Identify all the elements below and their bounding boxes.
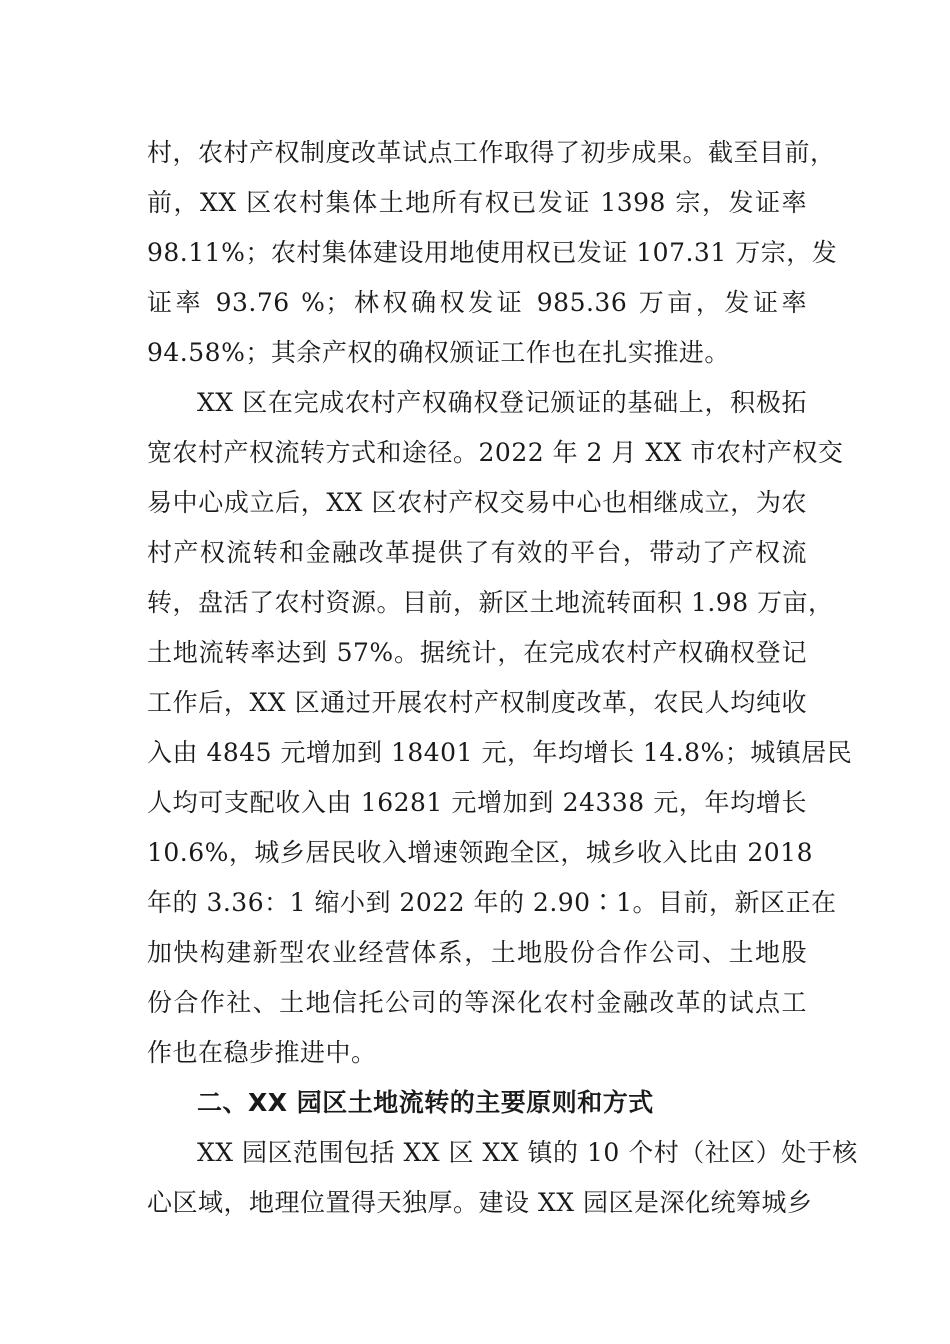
text-line: 加快构建新型农业经营体系，土地股份合作公司、土地股 <box>147 938 807 967</box>
text-line: 证率 93.76 %；林权确权发证 985.36 万亩，发证率 <box>147 288 807 317</box>
text-line: 心区域，地理位置得天独厚。建设 XX 园区是深化统筹城乡 <box>147 1188 813 1217</box>
text-line: 宽农村产权流转方式和途径。2022 年 2 月 XX 市农村产权交 <box>147 438 844 467</box>
text-line: 作也在稳步推进中。 <box>147 1038 377 1067</box>
text-line: 年的 3.36：1 缩小到 2022 年的 2.90∶1。目前，新区正在 <box>147 888 837 917</box>
text-line: 转，盘活了农村资源。目前，新区土地流转面积 1.98 万亩， <box>147 588 834 617</box>
text-line: 工作后，XX 区通过开展农村产权制度改革，农民人均纯收 <box>147 688 807 717</box>
section-heading: 二、XX 园区土地流转的主要原则和方式 <box>197 1088 654 1117</box>
text-line: 10.6%，城乡居民收入增速领跑全区，城乡收入比由 2018 <box>147 838 813 867</box>
text-line: 94.58%；其余产权的确权颁证工作也在扎实推进。 <box>147 338 730 367</box>
paragraph-first-line: XX 园区范围包括 XX 区 XX 镇的 10 个村（社区）处于核 <box>197 1138 858 1167</box>
text-line: 前，XX 区农村集体土地所有权已发证 1398 宗，发证率 <box>147 188 807 217</box>
text-line: 村，农村产权制度改革试点工作取得了初步成果。截至目前， <box>147 138 836 167</box>
text-line: 易中心成立后，XX 区农村产权交易中心也相继成立，为农 <box>147 488 807 517</box>
text-line: 份合作社、土地信托公司的等深化农村金融改革的试点工 <box>147 988 807 1017</box>
text-line: 人均可支配收入由 16281 元增加到 24338 元，年均增长 <box>147 788 807 817</box>
text-line: 98.11%；农村集体建设用地使用权已发证 107.31 万宗，发 <box>147 238 838 267</box>
text-line: 村产权流转和金融改革提供了有效的平台，带动了产权流 <box>147 538 807 567</box>
text-line: 土地流转率达到 57%。据统计，在完成农村产权确权登记 <box>147 638 807 667</box>
paragraph-first-line: XX 区在完成农村产权确权登记颁证的基础上，积极拓 <box>197 388 807 417</box>
text-line: 入由 4845 元增加到 18401 元，年均增长 14.8%；城镇居民 <box>147 738 853 767</box>
